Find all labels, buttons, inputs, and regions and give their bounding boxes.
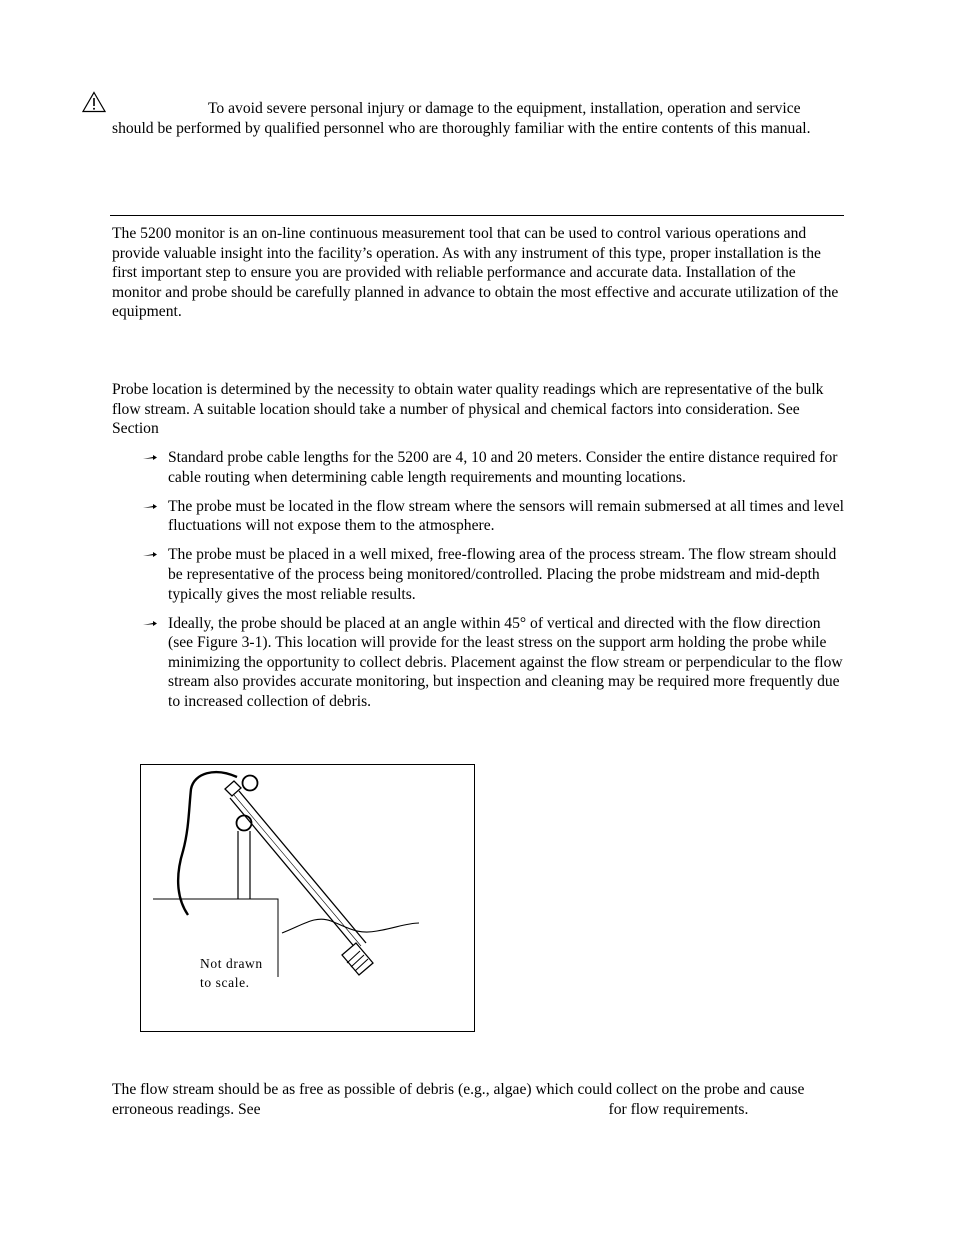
debris-paragraph <box>112 1080 844 1119</box>
probe-top-cap <box>225 781 241 796</box>
list-item <box>112 497 844 536</box>
lower-clamp-ring <box>237 816 252 831</box>
warning-text: To avoid severe personal injury or damage to the equipment, installation, operation and service should be performed by qualified personnel who are thoroughly familiar with the entire contents of this manual. <box>112 100 811 137</box>
probe-cable <box>178 772 237 915</box>
section-divider <box>110 215 844 216</box>
intro-paragraph: The 5200 monitor is an on-line continuous measurement tool that can be used to control various operations and provide valuable insight into the facility’s operation. As with any instrument of this type, proper installation is the first important step to ensure you are provided with reliable performance and accurate data. Installation of the monitor and probe should be carefully planned in advance to obtain the most effective and accurate utilization of the equipment. <box>112 225 839 321</box>
upper-clamp-ring <box>243 776 258 791</box>
probe-mounting-diagram <box>141 765 474 1031</box>
figure-note <box>200 954 280 992</box>
arrow-bullet-icon <box>142 620 158 628</box>
figure-note-line2: to scale. <box>200 975 250 990</box>
arrow-bullet-icon <box>142 454 158 462</box>
location-paragraph: Probe location is determined by the necessity to obtain water quality readings which are representative of the bulk flow stream. A suitable location should take a number of physical and chemical factors into consideration. See Section <box>112 381 824 438</box>
list-item-text: The probe must be placed in a well mixed, free-flowing area of the process stream. The flow stream should be representative of the process being monitored/controlled. Placing the probe midstream and mid-depth typically gives the most reliable results. <box>168 546 837 603</box>
figure-note-line1: Not drawn <box>200 956 263 971</box>
debris-text-part1: The flow stream should be as free as possible of debris (e.g., algae) which could collect on the probe and cause erroneous readings. See <box>112 1081 805 1118</box>
arrow-bullet-icon <box>142 503 158 511</box>
probe-mounting-figure <box>140 764 475 1032</box>
probe-body-edge-lower <box>230 798 357 950</box>
probe-center-line <box>234 795 361 946</box>
list-item <box>112 545 844 604</box>
list-item <box>112 448 844 487</box>
list-item-text: The probe must be located in the flow stream where the sensors will remain submersed at all times and level fluctuations will not expose them to the atmosphere. <box>168 497 844 535</box>
warning-triangle-icon <box>82 91 106 113</box>
arrow-bullet-icon <box>142 551 158 559</box>
debris-text-part2: for flow requirements. <box>608 1100 749 1118</box>
list-item-text: Ideally, the probe should be placed at an angle within 45° of vertical and directed with the flow direction (see Figure 3-1). This location will provide for the least stress on the support arm holding the probe while minimizing the opportunity to collect debris. Placement against the flow stream or perpendicular to the flow stream also provides accurate monitoring, but inspection and cleaning may be required more frequently due to increased collection of debris. <box>168 614 843 711</box>
location-requirements-list <box>112 448 844 721</box>
sensor-guard <box>342 943 373 975</box>
water-surface <box>282 919 419 933</box>
list-item-text: Standard probe cable lengths for the 5200 are 4, 10 and 20 meters. Consider the entire distance required for cable routing when determining cable length requirements and mounting locations. <box>168 449 838 486</box>
probe-body-edge-upper <box>239 791 366 943</box>
list-item <box>112 614 844 712</box>
